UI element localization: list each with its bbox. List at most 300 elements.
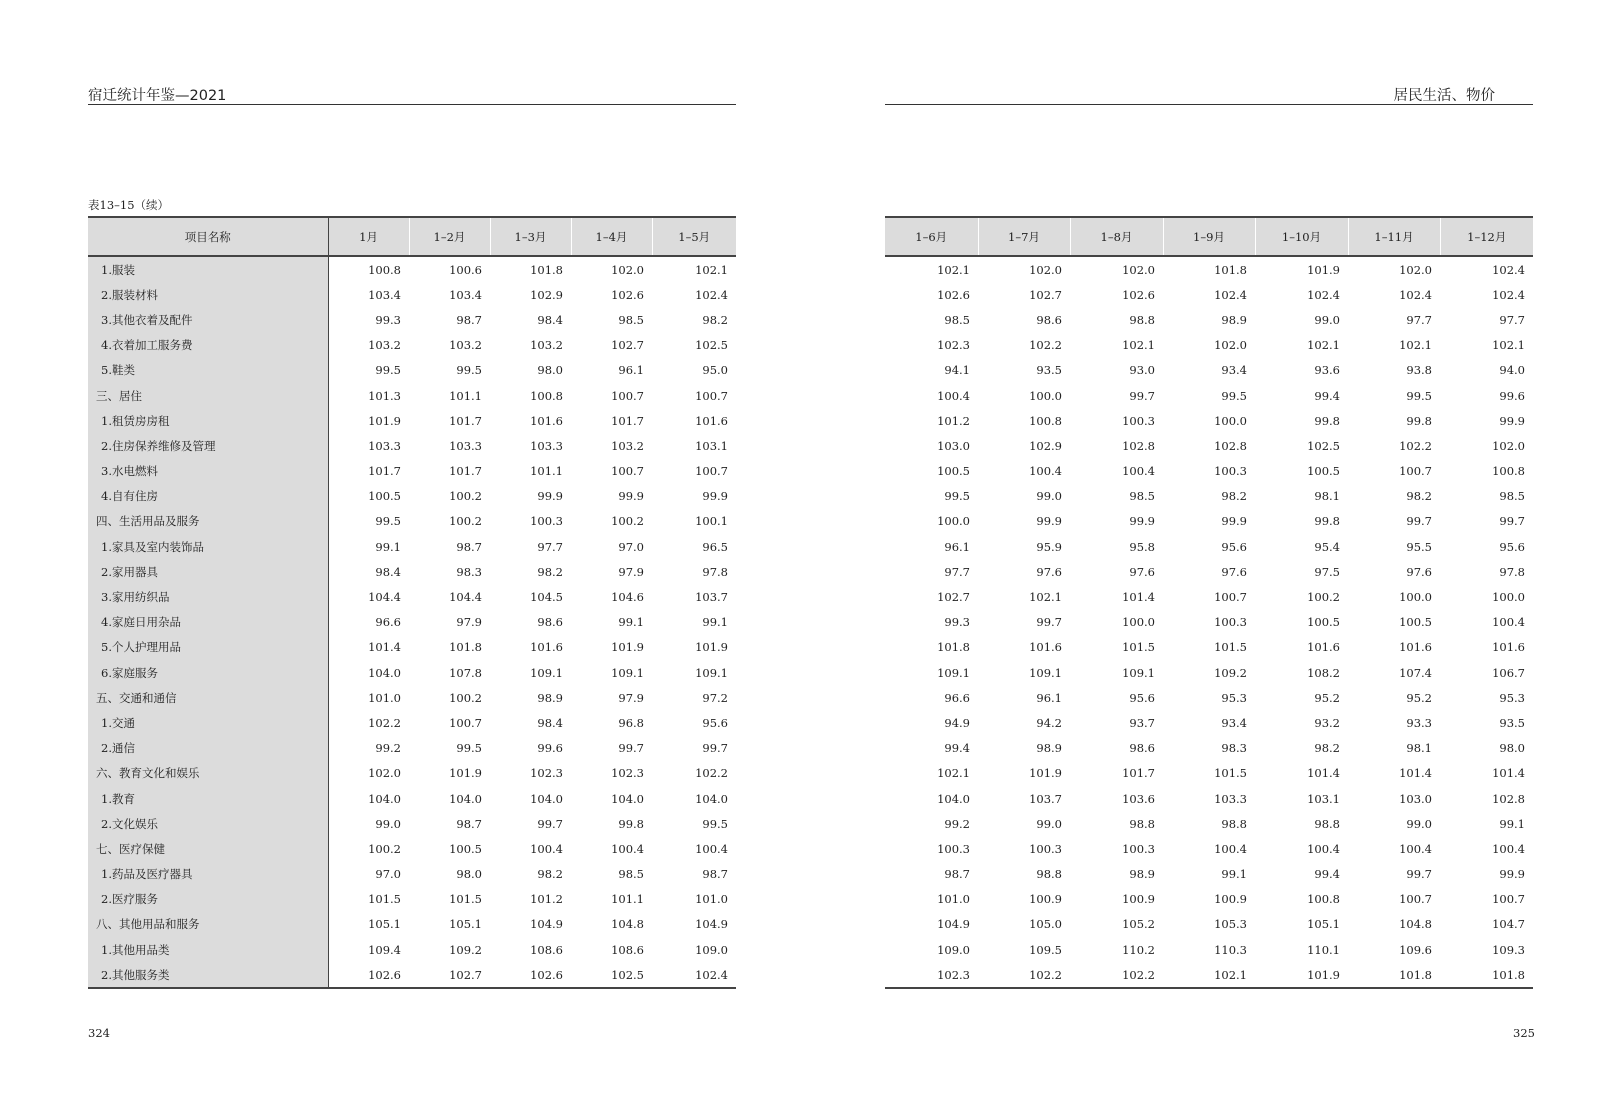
- cell-value: 104.5: [530, 590, 563, 605]
- cell-value: 94.9: [944, 715, 970, 730]
- cell-value: 99.7: [537, 816, 563, 831]
- cell-value: 100.3: [1122, 841, 1155, 856]
- row-label: 2.住房保养维修及管理: [88, 433, 328, 458]
- cell-value: 101.8: [1440, 962, 1533, 988]
- cell-value: 100.5: [937, 464, 970, 479]
- table-row: [885, 433, 1533, 458]
- header-rule-left: [88, 104, 736, 105]
- cell-value: 104.4: [368, 590, 401, 605]
- cell-value: 99.3: [944, 615, 970, 630]
- cell-value: 100.4: [1492, 841, 1525, 856]
- cell-value: 93.8: [1406, 363, 1432, 378]
- table-row: [885, 584, 1533, 609]
- cell-value: 100.4: [1399, 841, 1432, 856]
- table-right-page: [885, 216, 1533, 989]
- cell-value: 104.9: [530, 917, 563, 932]
- cell-value: 101.8: [937, 640, 970, 655]
- cell-value: 99.7: [702, 741, 728, 756]
- cell-value: 102.2: [1399, 438, 1432, 453]
- cell-value: 100.7: [695, 388, 728, 403]
- table-row: [88, 333, 736, 358]
- cell-value: 101.6: [1399, 640, 1432, 655]
- table-row: [885, 736, 1533, 761]
- column-header: 1月: [328, 217, 409, 256]
- cell-value: 102.7: [409, 962, 490, 988]
- cell-value: 102.2: [1070, 962, 1163, 988]
- cell-value: 98.3: [1221, 741, 1247, 756]
- table-row: [88, 484, 736, 509]
- cell-value: 101.5: [1122, 640, 1155, 655]
- cell-value: 100.9: [1029, 892, 1062, 907]
- cell-value: 102.5: [571, 962, 652, 988]
- cell-value: 101.0: [937, 892, 970, 907]
- cell-value: 95.2: [1314, 690, 1340, 705]
- cell-value: 109.1: [937, 665, 970, 680]
- cell-value: 101.4: [368, 640, 401, 655]
- cell-value: 110.3: [1214, 942, 1247, 957]
- cell-value: 100.4: [1029, 464, 1062, 479]
- cell-value: 102.7: [611, 338, 644, 353]
- cell-value: 97.6: [1036, 564, 1062, 579]
- row-label: 1.租赁房房租: [88, 408, 328, 433]
- cell-value: 104.8: [611, 917, 644, 932]
- cell-value: 104.0: [368, 665, 401, 680]
- cell-value: 101.4: [1122, 590, 1155, 605]
- cell-value: 101.9: [1029, 766, 1062, 781]
- cell-value: 100.4: [530, 841, 563, 856]
- cell-value: 102.3: [611, 766, 644, 781]
- cell-value: 101.5: [1214, 766, 1247, 781]
- cell-value: 101.9: [1307, 262, 1340, 277]
- cell-value: 102.0: [368, 766, 401, 781]
- cell-value: 100.4: [695, 841, 728, 856]
- cell-value: 96.6: [944, 690, 970, 705]
- cell-value: 104.0: [695, 791, 728, 806]
- cell-value: 99.9: [1221, 514, 1247, 529]
- cell-value: 101.4: [1399, 766, 1432, 781]
- cell-value: 99.5: [375, 514, 401, 529]
- running-header-left: 宿迁统计年鉴—2021: [88, 88, 227, 104]
- table-row: [885, 358, 1533, 383]
- cell-value: 98.3: [456, 564, 482, 579]
- cell-value: 100.7: [1399, 892, 1432, 907]
- cell-value: 99.9: [618, 489, 644, 504]
- cell-value: 93.7: [1129, 715, 1155, 730]
- cell-value: 101.7: [449, 413, 482, 428]
- cell-value: 102.1: [1163, 962, 1255, 988]
- row-label: 5.鞋类: [88, 358, 328, 383]
- cell-value: 109.1: [1029, 665, 1062, 680]
- cell-value: 100.0: [1214, 413, 1247, 428]
- cell-value: 101.5: [368, 892, 401, 907]
- cell-value: 105.3: [1214, 917, 1247, 932]
- cell-value: 104.0: [368, 791, 401, 806]
- cell-value: 101.3: [368, 388, 401, 403]
- cell-value: 100.4: [1307, 841, 1340, 856]
- cell-value: 104.0: [530, 791, 563, 806]
- cell-value: 101.9: [449, 766, 482, 781]
- cell-value: 93.4: [1221, 715, 1247, 730]
- cell-value: 98.5: [1129, 489, 1155, 504]
- cell-value: 101.7: [1122, 766, 1155, 781]
- row-label: 1.药品及医疗器具: [88, 862, 328, 887]
- cell-value: 110.2: [1122, 942, 1155, 957]
- cell-value: 109.6: [1399, 942, 1432, 957]
- cell-value: 97.8: [1499, 564, 1525, 579]
- cell-value: 99.0: [1036, 489, 1062, 504]
- cell-value: 99.5: [1406, 388, 1432, 403]
- cell-value: 93.3: [1406, 715, 1432, 730]
- cell-value: 102.1: [937, 262, 970, 277]
- cell-value: 94.1: [944, 363, 970, 378]
- cell-value: 102.1: [1399, 338, 1432, 353]
- table-row: [88, 761, 736, 786]
- cell-value: 95.6: [1129, 690, 1155, 705]
- cell-value: 101.9: [695, 640, 728, 655]
- cell-value: 103.1: [1307, 791, 1340, 806]
- cell-value: 102.7: [1029, 287, 1062, 302]
- cell-value: 99.5: [944, 489, 970, 504]
- table-row: [88, 433, 736, 458]
- column-header: 1–5月: [652, 217, 736, 256]
- cell-value: 105.1: [449, 917, 482, 932]
- table-row: [88, 710, 736, 735]
- cell-value: 102.9: [530, 287, 563, 302]
- table-left-page: [88, 216, 736, 989]
- table-header-row: [88, 217, 736, 256]
- cell-value: 109.2: [449, 942, 482, 957]
- row-label: 4.衣着加工服务费: [88, 333, 328, 358]
- header-rule-right: [885, 104, 1533, 105]
- cell-value: 99.9: [702, 489, 728, 504]
- cell-value: 95.6: [1221, 539, 1247, 554]
- cell-value: 98.8: [1221, 816, 1247, 831]
- cell-value: 102.4: [1214, 287, 1247, 302]
- cell-value: 97.9: [618, 690, 644, 705]
- cell-value: 101.8: [1214, 262, 1247, 277]
- table-row: [885, 786, 1533, 811]
- table-row: [885, 685, 1533, 710]
- cell-value: 100.0: [937, 514, 970, 529]
- table-row: [885, 710, 1533, 735]
- cell-value: 102.0: [1492, 438, 1525, 453]
- cell-value: 103.2: [530, 338, 563, 353]
- cell-value: 103.1: [695, 438, 728, 453]
- cell-value: 98.0: [1499, 741, 1525, 756]
- row-label: 1.交通: [88, 710, 328, 735]
- cell-value: 102.0: [1214, 338, 1247, 353]
- cell-value: 98.4: [537, 715, 563, 730]
- cell-value: 97.6: [1406, 564, 1432, 579]
- cell-value: 93.4: [1221, 363, 1247, 378]
- cell-value: 100.8: [1307, 892, 1340, 907]
- cell-value: 98.6: [1036, 312, 1062, 327]
- cell-value: 100.5: [1307, 464, 1340, 479]
- cell-value: 98.2: [1406, 489, 1432, 504]
- table-row: [885, 459, 1533, 484]
- cell-value: 109.3: [1492, 942, 1525, 957]
- cell-value: 100.6: [449, 262, 482, 277]
- cell-value: 98.4: [537, 312, 563, 327]
- cell-value: 94.0: [1499, 363, 1525, 378]
- cell-value: 102.6: [937, 287, 970, 302]
- cell-value: 99.1: [375, 539, 401, 554]
- cell-value: 103.7: [1029, 791, 1062, 806]
- cell-value: 100.0: [1122, 615, 1155, 630]
- row-label: 三、居住: [88, 383, 328, 408]
- cell-value: 102.6: [490, 962, 571, 988]
- cell-value: 102.6: [328, 962, 409, 988]
- cell-value: 98.7: [456, 312, 482, 327]
- row-label: 1.服装: [88, 256, 328, 282]
- table-row: [885, 887, 1533, 912]
- cell-value: 102.7: [937, 590, 970, 605]
- cell-value: 99.4: [1314, 867, 1340, 882]
- cell-value: 96.1: [618, 363, 644, 378]
- cell-value: 101.8: [1348, 962, 1440, 988]
- cell-value: 97.2: [702, 690, 728, 705]
- table-row: [88, 660, 736, 685]
- cell-value: 99.8: [618, 816, 644, 831]
- cell-value: 101.1: [449, 388, 482, 403]
- cell-value: 102.4: [1492, 287, 1525, 302]
- cell-value: 100.3: [1029, 841, 1062, 856]
- cell-value: 104.6: [611, 590, 644, 605]
- cell-value: 101.8: [449, 640, 482, 655]
- cell-value: 102.4: [1399, 287, 1432, 302]
- cell-value: 99.4: [944, 741, 970, 756]
- cell-value: 102.4: [695, 287, 728, 302]
- table-row: [88, 459, 736, 484]
- cell-value: 99.8: [1406, 413, 1432, 428]
- cell-value: 99.1: [702, 615, 728, 630]
- cell-value: 100.2: [449, 489, 482, 504]
- cell-value: 96.6: [375, 615, 401, 630]
- cell-value: 100.0: [1029, 388, 1062, 403]
- cell-value: 102.0: [611, 262, 644, 277]
- column-header: 1–2月: [409, 217, 490, 256]
- table-row: [885, 962, 1533, 988]
- cell-value: 103.4: [368, 287, 401, 302]
- cell-value: 96.1: [1036, 690, 1062, 705]
- table-row: [88, 282, 736, 307]
- cell-value: 104.9: [937, 917, 970, 932]
- cell-value: 102.1: [1307, 338, 1340, 353]
- cell-value: 101.0: [368, 690, 401, 705]
- table-row: [88, 559, 736, 584]
- table-row: [885, 761, 1533, 786]
- cell-value: 101.7: [368, 464, 401, 479]
- table-row: [885, 333, 1533, 358]
- cell-value: 102.4: [652, 962, 736, 988]
- cell-value: 98.1: [1406, 741, 1432, 756]
- cell-value: 109.4: [368, 942, 401, 957]
- cell-value: 108.6: [611, 942, 644, 957]
- cell-value: 99.8: [1314, 413, 1340, 428]
- cell-value: 103.6: [1122, 791, 1155, 806]
- cell-value: 101.4: [1307, 766, 1340, 781]
- table-row: [885, 484, 1533, 509]
- cell-value: 99.5: [456, 363, 482, 378]
- page-number-right: 325: [1513, 1026, 1535, 1040]
- cell-value: 104.0: [449, 791, 482, 806]
- cell-value: 104.8: [1399, 917, 1432, 932]
- cell-value: 99.1: [618, 615, 644, 630]
- row-label: 2.家用器具: [88, 559, 328, 584]
- cell-value: 101.9: [368, 413, 401, 428]
- cell-value: 102.2: [1029, 338, 1062, 353]
- cell-value: 102.6: [611, 287, 644, 302]
- cell-value: 101.1: [611, 892, 644, 907]
- table-row: [885, 610, 1533, 635]
- cell-value: 98.2: [702, 312, 728, 327]
- table-row: [885, 509, 1533, 534]
- cell-value: 101.6: [695, 413, 728, 428]
- cell-value: 99.2: [375, 741, 401, 756]
- cell-value: 97.8: [702, 564, 728, 579]
- cell-value: 109.2: [1214, 665, 1247, 680]
- cell-value: 98.4: [375, 564, 401, 579]
- cell-value: 99.2: [944, 816, 970, 831]
- cell-value: 99.0: [1406, 816, 1432, 831]
- cell-value: 100.7: [695, 464, 728, 479]
- cell-value: 99.9: [537, 489, 563, 504]
- table-row: [88, 256, 736, 282]
- cell-value: 102.1: [695, 262, 728, 277]
- cell-value: 109.1: [530, 665, 563, 680]
- table-row: [885, 862, 1533, 887]
- cell-value: 99.5: [456, 741, 482, 756]
- cell-value: 100.7: [611, 464, 644, 479]
- cell-value: 101.2: [530, 892, 563, 907]
- cell-value: 107.8: [449, 665, 482, 680]
- cell-value: 100.5: [368, 489, 401, 504]
- cell-value: 102.4: [1492, 262, 1525, 277]
- cell-value: 102.1: [937, 766, 970, 781]
- cell-value: 102.0: [1029, 262, 1062, 277]
- cell-value: 102.0: [1122, 262, 1155, 277]
- cell-value: 94.2: [1036, 715, 1062, 730]
- cell-value: 103.0: [1399, 791, 1432, 806]
- cell-value: 100.4: [1214, 841, 1247, 856]
- cell-value: 103.3: [530, 438, 563, 453]
- cell-value: 98.5: [944, 312, 970, 327]
- table-row: [885, 912, 1533, 937]
- cell-value: 108.6: [530, 942, 563, 957]
- cell-value: 102.5: [1307, 438, 1340, 453]
- cell-value: 101.7: [611, 413, 644, 428]
- cell-value: 98.2: [537, 564, 563, 579]
- cell-value: 99.5: [702, 816, 728, 831]
- cell-value: 109.0: [695, 942, 728, 957]
- cell-value: 97.0: [375, 867, 401, 882]
- cell-value: 105.1: [368, 917, 401, 932]
- page-number-left: 324: [88, 1026, 110, 1040]
- cell-value: 105.1: [1307, 917, 1340, 932]
- table-row: [885, 559, 1533, 584]
- cell-value: 99.5: [1221, 388, 1247, 403]
- cell-value: 99.3: [375, 312, 401, 327]
- cell-value: 97.6: [1129, 564, 1155, 579]
- cell-value: 98.7: [456, 816, 482, 831]
- cell-value: 100.4: [1122, 464, 1155, 479]
- cell-value: 95.2: [1406, 690, 1432, 705]
- cell-value: 97.0: [618, 539, 644, 554]
- table-row: [885, 937, 1533, 962]
- row-label: 六、教育文化和娱乐: [88, 761, 328, 786]
- cell-value: 99.7: [618, 741, 644, 756]
- cell-value: 95.4: [1314, 539, 1340, 554]
- column-header: 1–12月: [1440, 217, 1533, 256]
- cell-value: 100.4: [1492, 615, 1525, 630]
- cell-value: 95.5: [1406, 539, 1432, 554]
- cell-value: 98.1: [1314, 489, 1340, 504]
- row-label: 1.家具及室内装饰品: [88, 534, 328, 559]
- cell-value: 98.0: [456, 867, 482, 882]
- cell-value: 101.6: [1492, 640, 1525, 655]
- cell-value: 102.1: [1492, 338, 1525, 353]
- cell-value: 99.9: [1129, 514, 1155, 529]
- column-header: 1–9月: [1163, 217, 1255, 256]
- row-label: 2.文化娱乐: [88, 811, 328, 836]
- cell-value: 101.5: [1214, 640, 1247, 655]
- cell-value: 100.2: [1307, 590, 1340, 605]
- cell-value: 98.7: [944, 867, 970, 882]
- cell-value: 101.5: [449, 892, 482, 907]
- cell-value: 100.7: [449, 715, 482, 730]
- cell-value: 102.0: [1399, 262, 1432, 277]
- cell-value: 100.1: [695, 514, 728, 529]
- cell-value: 99.9: [1499, 867, 1525, 882]
- cell-value: 102.4: [1307, 287, 1340, 302]
- cell-value: 104.0: [611, 791, 644, 806]
- cell-value: 102.2: [978, 962, 1070, 988]
- cell-value: 103.3: [368, 438, 401, 453]
- table-header-row: [885, 217, 1533, 256]
- row-label: 四、生活用品及服务: [88, 509, 328, 534]
- cell-value: 99.7: [1036, 615, 1062, 630]
- table-caption: 表13–15（续）: [88, 198, 170, 212]
- cell-value: 99.5: [375, 363, 401, 378]
- row-label: 4.自有住房: [88, 484, 328, 509]
- cell-value: 98.2: [1314, 741, 1340, 756]
- cell-value: 105.0: [1029, 917, 1062, 932]
- cell-value: 100.4: [937, 388, 970, 403]
- cell-value: 98.8: [1036, 867, 1062, 882]
- table-row: [88, 584, 736, 609]
- cell-value: 100.9: [1122, 892, 1155, 907]
- table-row: [885, 811, 1533, 836]
- cell-value: 102.3: [530, 766, 563, 781]
- cell-value: 93.5: [1499, 715, 1525, 730]
- cell-value: 102.2: [368, 715, 401, 730]
- cell-value: 100.2: [449, 690, 482, 705]
- cell-value: 98.6: [537, 615, 563, 630]
- cell-value: 107.4: [1399, 665, 1432, 680]
- cell-value: 97.7: [1406, 312, 1432, 327]
- cell-value: 104.4: [449, 590, 482, 605]
- cell-value: 93.6: [1314, 363, 1340, 378]
- table-row: [885, 256, 1533, 282]
- cell-value: 103.2: [611, 438, 644, 453]
- cell-value: 100.7: [611, 388, 644, 403]
- cell-value: 100.7: [1399, 464, 1432, 479]
- cell-value: 105.2: [1122, 917, 1155, 932]
- cell-value: 98.5: [618, 867, 644, 882]
- cell-value: 110.1: [1307, 942, 1340, 957]
- cell-value: 99.1: [1499, 816, 1525, 831]
- row-label: 4.家庭日用杂品: [88, 610, 328, 635]
